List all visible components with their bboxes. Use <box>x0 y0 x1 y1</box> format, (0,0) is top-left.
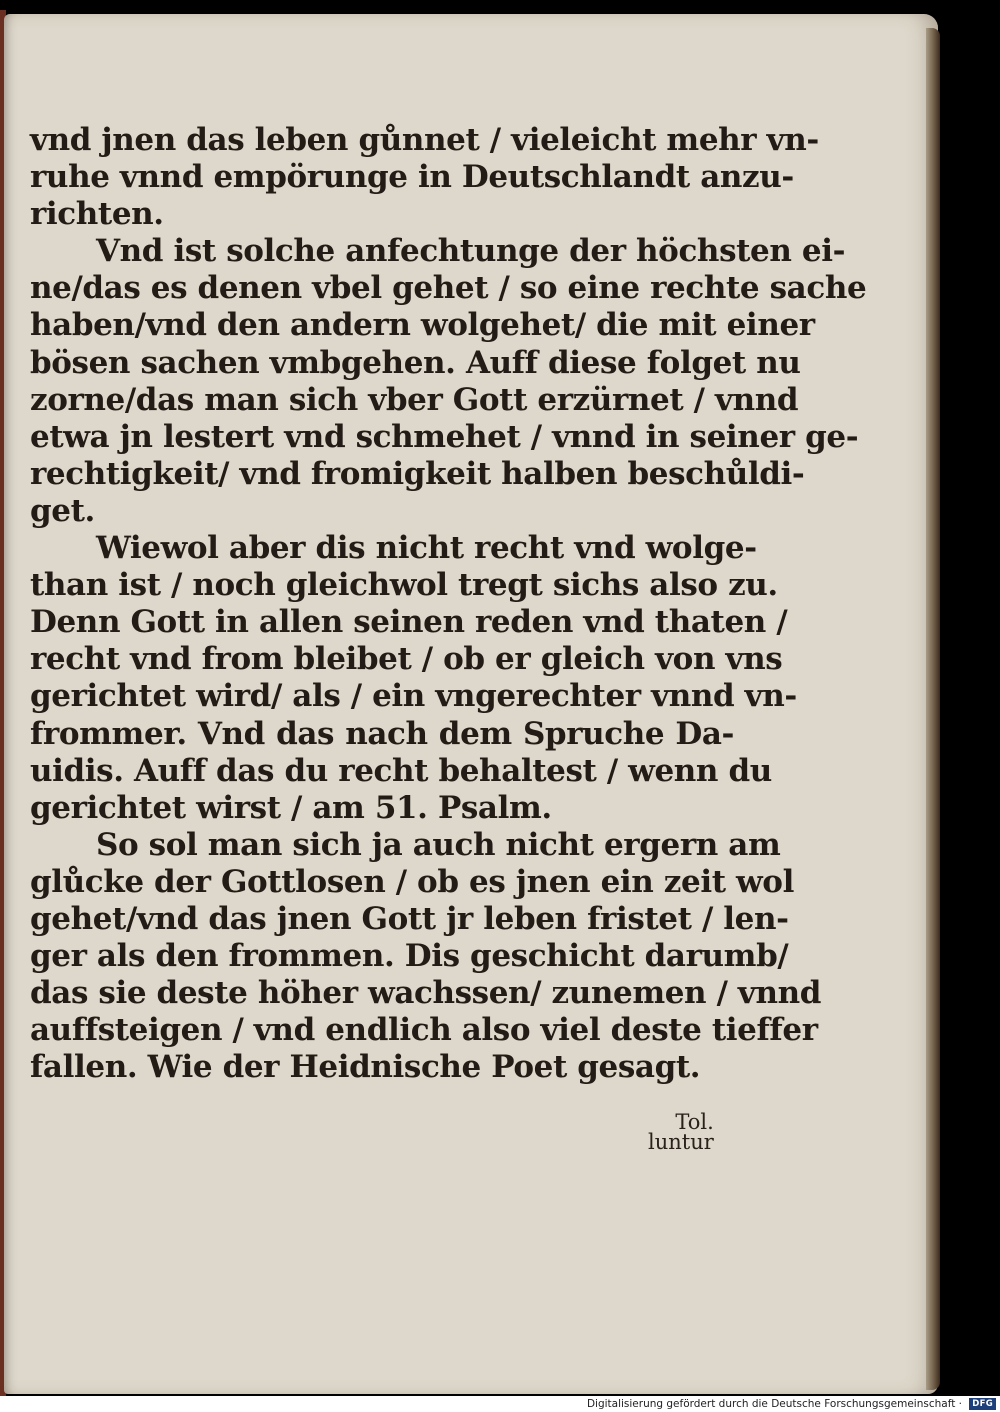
catchword <box>648 1112 714 1152</box>
text-line: So sol man sich ja auch nicht ergern am <box>96 826 781 863</box>
text-line: vnd jnen das leben gůnnet / vieleicht mehr vn- <box>30 122 819 158</box>
text-line: gehet/vnd das jnen Gott jr leben fristet / len- <box>30 900 789 937</box>
text-line: uidis. Auff das du recht behaltest / wenn du <box>30 752 772 789</box>
text-line: gerichtet wird/ als / ein vngerechter vnnd vn- <box>30 678 797 715</box>
page-text <box>30 122 867 1086</box>
dfg-logo-icon: DFG <box>969 1398 996 1410</box>
page-edge <box>926 28 940 1390</box>
text-line: than ist / noch gleichwol tregt sichs also zu. <box>30 567 778 604</box>
text-line: richten. <box>30 196 164 233</box>
text-line: get. <box>30 492 95 529</box>
text-line: haben/vnd den andern wolgehet/ die mit einer <box>30 307 815 344</box>
text-line: recht vnd from bleibet / ob er gleich von vns <box>30 641 783 678</box>
text-line: Denn Gott in allen seinen reden vnd thaten / <box>30 604 788 641</box>
text-line: auffsteigen / vnd endlich also viel deste tieffer <box>30 1012 818 1049</box>
text-line: ruhe vnnd empörunge in Deutschlandt anzu- <box>30 159 794 196</box>
text-line: ne/das es denen vbel gehet / so eine rechte sache <box>30 270 867 307</box>
text-line: zorne/das man sich vber Gott erzürnet / vnnd <box>30 381 799 418</box>
text-line: Vnd ist solche anfechtunge der höchsten ei- <box>96 233 846 270</box>
text-line: ger als den frommen. Dis geschicht darumb/ <box>30 938 789 975</box>
text-line: das sie deste höher wachssen/ zunemen / vnnd <box>30 975 822 1012</box>
digitization-footer <box>0 1396 1000 1412</box>
text-line: frommer. Vnd das nach dem Spruche Da- <box>30 715 734 752</box>
text-line: bösen sachen vmbgehen. Auff diese folget nu <box>30 344 801 381</box>
funding-credit: Digitalisierung gefördert durch die Deutsche Forschungsgemeinschaft · <box>586 1398 962 1410</box>
catchword-line: luntur <box>648 1130 714 1154</box>
text-line: Wiewol aber dis nicht recht vnd wolge- <box>96 530 757 567</box>
text-line: rechtigkeit/ vnd fromigkeit halben beschůldi- <box>30 455 805 492</box>
text-line: etwa jn lestert vnd schmehet / vnnd in seiner ge- <box>30 418 859 455</box>
text-line: glůcke der Gottlosen / ob es jnen ein zeit wol <box>30 863 794 900</box>
text-line: gerichtet wirst / am 51. Psalm. <box>30 789 552 826</box>
catchword-line: Tol. <box>675 1110 714 1134</box>
text-line: fallen. Wie der Heidnische Poet gesagt. <box>30 1049 701 1086</box>
